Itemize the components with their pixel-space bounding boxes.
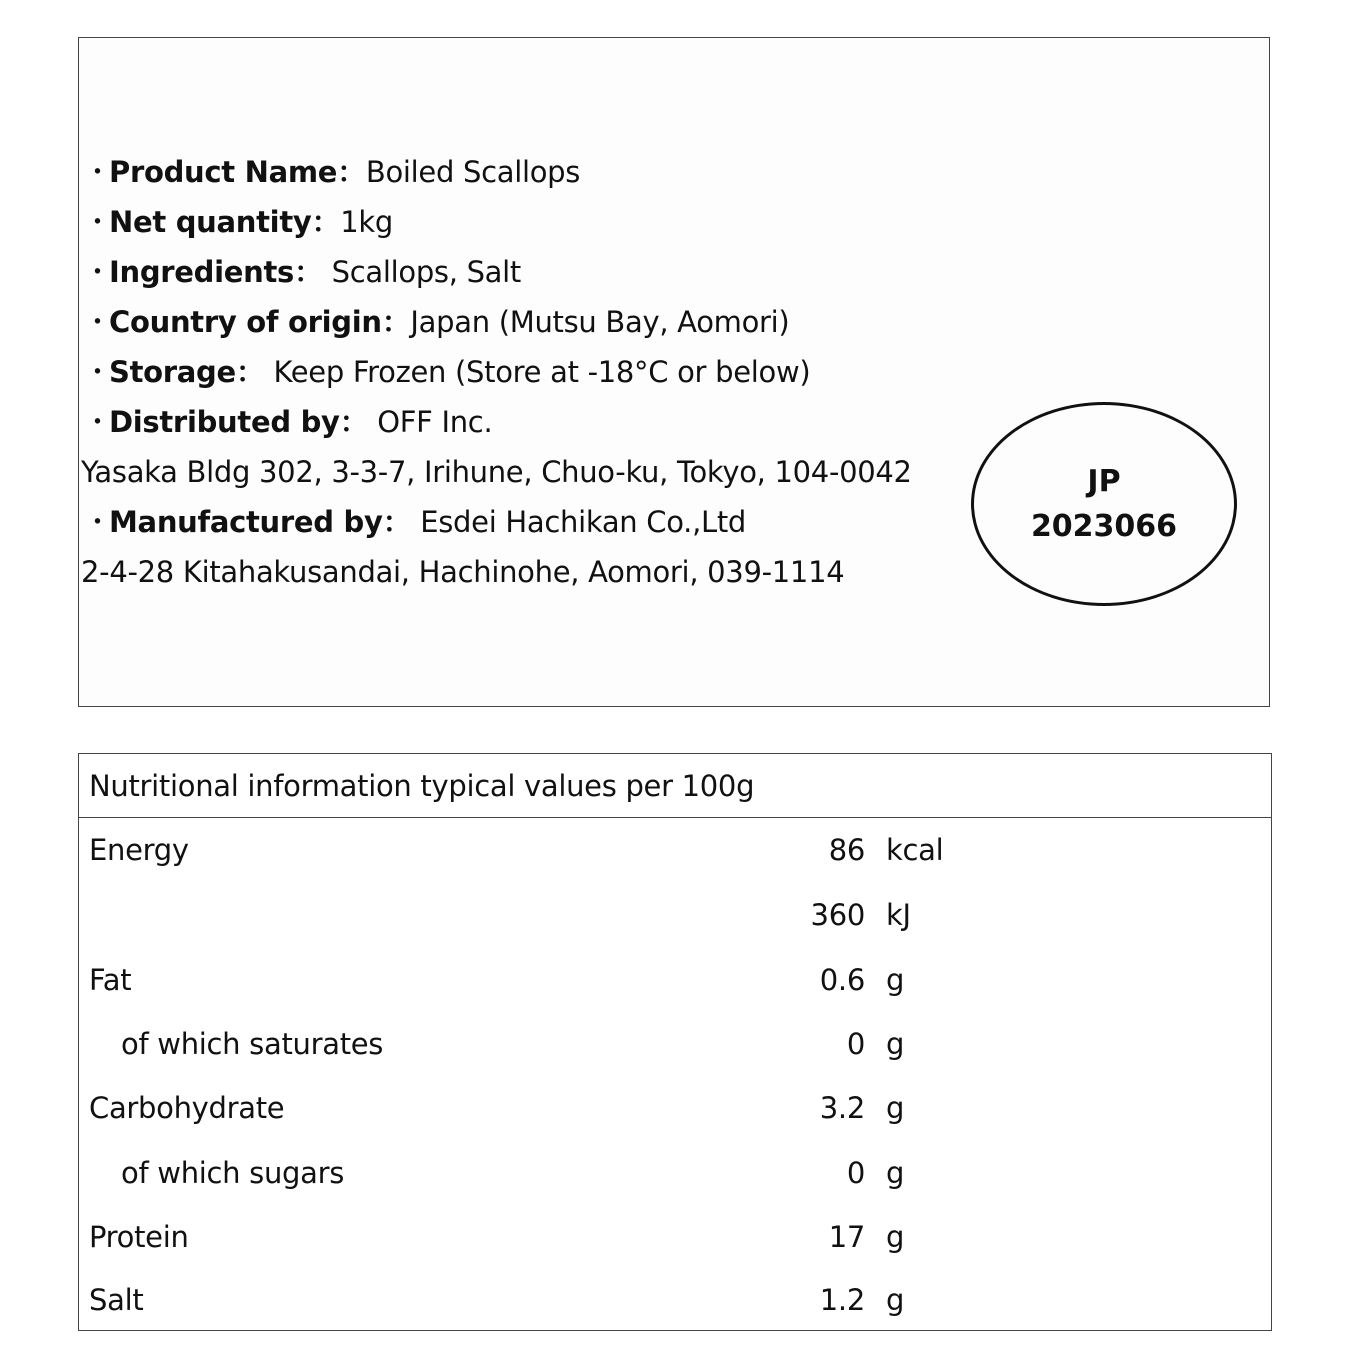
separator: ：	[311, 205, 341, 239]
product-label-box	[78, 37, 1270, 707]
nutrient-value: 0.6	[819, 963, 865, 997]
bullet-icon: ・	[83, 505, 112, 539]
nutrient-unit: g	[886, 1283, 905, 1317]
separator: ：	[381, 305, 411, 339]
nutrient-unit: g	[886, 963, 905, 997]
net-quantity-key: Net quantity	[109, 205, 312, 239]
nutrient-name: Energy	[89, 833, 189, 867]
stamp-approval-number: 2023066	[1030, 509, 1178, 544]
table-row	[79, 1268, 1271, 1332]
storage-line	[79, 354, 810, 390]
nutrient-name: Salt	[89, 1283, 144, 1317]
nutrient-name: of which saturates	[121, 1027, 384, 1061]
distributor-address: Yasaka Bldg 302, 3-3-7, Irihune, Chuo-ku, Tokyo, 104-0042	[81, 455, 912, 489]
ingredients-line	[79, 254, 521, 290]
nutrition-table	[78, 753, 1272, 1331]
bullet-icon: ・	[83, 355, 112, 389]
stamp-country-code: JP	[1087, 464, 1121, 499]
storage-value: Keep Frozen (Store at -18°C or below)	[264, 355, 811, 389]
net-quantity-line	[79, 204, 393, 240]
product-name-key: Product Name	[109, 155, 338, 189]
separator: ：	[337, 155, 366, 189]
nutrient-value: 3.2	[819, 1091, 865, 1125]
nutrient-unit: kJ	[886, 898, 911, 932]
country-of-origin-line	[79, 304, 789, 340]
ingredients-value: Scallops, Salt	[322, 255, 521, 289]
manufactured-by-value: Esdei Hachikan Co.,Ltd	[411, 505, 747, 539]
bullet-icon: ・	[83, 305, 112, 339]
separator: ：	[294, 255, 323, 289]
nutrient-unit: g	[886, 1091, 905, 1125]
distributed-by-value: OFF Inc.	[368, 405, 493, 439]
nutrient-unit: kcal	[886, 833, 944, 867]
bullet-icon: ・	[83, 205, 112, 239]
product-name-line	[79, 154, 580, 190]
ingredients-key: Ingredients	[109, 255, 295, 289]
nutrient-value: 17	[828, 1220, 865, 1254]
nutrient-name: of which sugars	[121, 1156, 345, 1190]
bullet-icon: ・	[83, 405, 112, 439]
table-row	[79, 1012, 1271, 1076]
distributed-by-key: Distributed by	[109, 405, 340, 439]
nutrient-name: Fat	[89, 963, 132, 997]
distributed-by-line	[79, 404, 492, 440]
separator: ：	[235, 355, 265, 389]
manufactured-by-line	[79, 504, 746, 540]
bullet-icon: ・	[83, 155, 112, 189]
country-of-origin-key: Country of origin	[109, 305, 382, 339]
nutrient-value: 0	[846, 1156, 865, 1190]
nutrient-value: 0	[846, 1027, 865, 1061]
bullet-icon: ・	[83, 255, 112, 289]
nutrient-unit: g	[886, 1220, 905, 1254]
nutrient-unit: g	[886, 1027, 905, 1061]
nutrient-value: 86	[828, 833, 865, 867]
storage-key: Storage	[109, 355, 236, 389]
product-name-value: Boiled Scallops	[365, 155, 581, 189]
nutrient-name: Carbohydrate	[89, 1091, 285, 1125]
approval-stamp	[971, 402, 1237, 606]
nutrient-name: Protein	[89, 1220, 189, 1254]
nutrient-value: 360	[810, 898, 865, 932]
separator: ：	[339, 405, 369, 439]
net-quantity-value: 1kg	[340, 205, 393, 239]
table-row	[79, 818, 1271, 882]
nutrient-value: 1.2	[819, 1283, 865, 1317]
country-of-origin-value: Japan (Mutsu Bay, Aomori)	[410, 305, 790, 339]
table-row	[79, 883, 1271, 947]
table-row	[79, 948, 1271, 1012]
manufacturer-address: 2-4-28 Kitahakusandai, Hachinohe, Aomori, 039-1114	[81, 555, 845, 589]
table-row	[79, 1205, 1271, 1269]
separator: ：	[382, 505, 412, 539]
nutrient-unit: g	[886, 1156, 905, 1190]
nutrition-table-header: Nutritional information typical values per 100g	[79, 754, 1271, 818]
manufactured-by-key: Manufactured by	[109, 505, 383, 539]
table-row	[79, 1141, 1271, 1205]
table-row	[79, 1076, 1271, 1140]
